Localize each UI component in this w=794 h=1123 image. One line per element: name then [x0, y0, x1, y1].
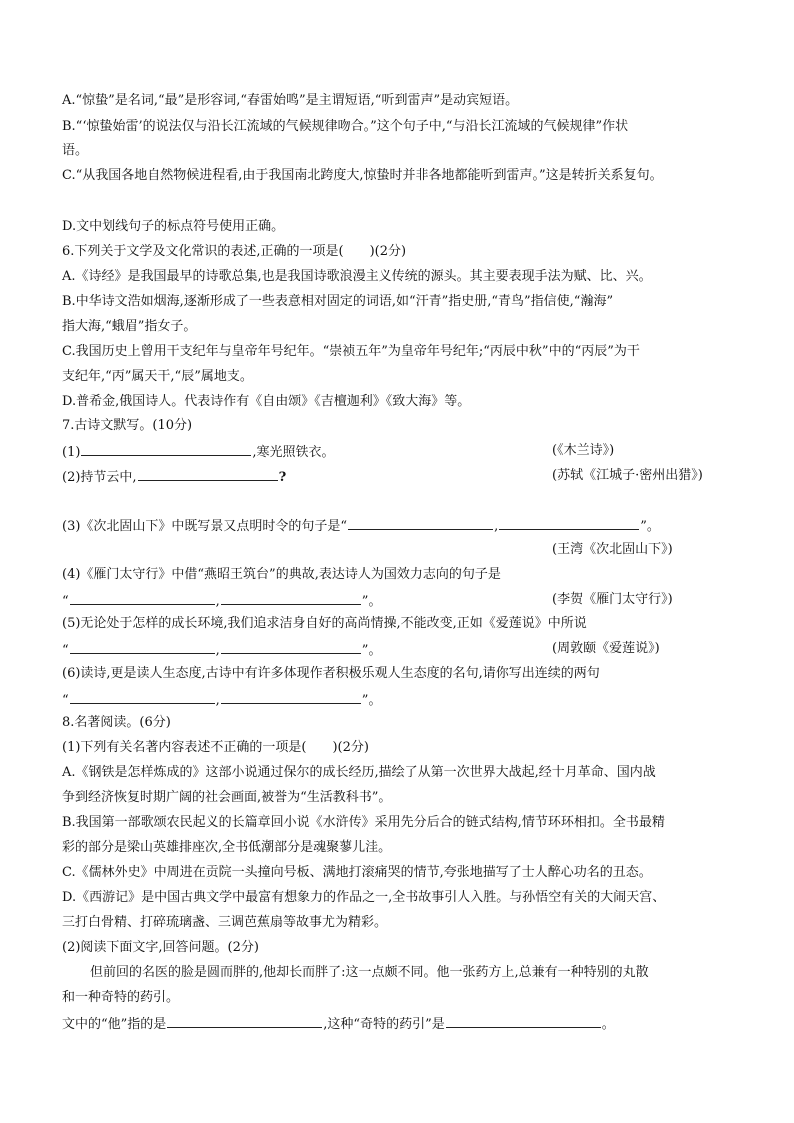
q7-2-line: (2)持节云中, ? [62, 467, 286, 487]
q6-option-a: A.《诗经》是我国最早的诗歌总集,也是我国诗歌浪漫主义传统的源头。其主要表现手法为赋、比、兴。 [62, 269, 652, 284]
q8-option-a-line2: 争到经济恢复时期广阔的社会画面,被誉为“生活教科书”。 [62, 790, 392, 805]
q6-option-c-line2: 支纪年,“丙”属天干,“辰”属地支。 [62, 369, 253, 384]
q7-6-text: (6)读诗,更是读人生态度,古诗中有许多体现作者积极乐观人生态度的名句,请你写出连续的两句 [62, 666, 600, 681]
q5-option-b-line2: 语。 [62, 143, 89, 158]
q8-option-a-line1: A.《钢铁是怎样炼成的》这部小说通过保尔的成长经历,描绘了从第一次世界大战起,经十月革命、国内战 [62, 765, 656, 780]
q6-option-b-line2: 指大海,“蛾眉”指女子。 [62, 319, 197, 334]
q7-2-source: (苏轼《江城子·密州出猎》) [552, 468, 703, 483]
q6-option-d: D.普希金,俄国诗人。代表诗作有《自由颂》《吉檀迦利》《致大海》等。 [62, 394, 471, 409]
q8-stem: 8.名著阅读。(6分) [62, 715, 171, 730]
q8-option-c: C.《儒林外史》中周进在贡院一头撞向号板、满地打滚痛哭的情节,夸张地描写了士人醉心功名的丑态。 [62, 865, 652, 880]
q7-4-text: (4)《雁门太守行》中借“燕昭王筑台”的典故,表达诗人为国效力志向的句子是 [62, 567, 501, 582]
q7-1-source: (《木兰诗》) [552, 443, 615, 458]
answer-blank[interactable] [138, 467, 278, 481]
q8-1-stem: (1)下列有关名著内容表述不正确的一项是( )(2分) [62, 740, 369, 755]
q5-option-a: A.“惊蛰”是名词,“最”是形容词,“春雷始鸣”是主谓短语,“听到雷声”是动宾短语。 [62, 93, 519, 108]
q7-3-line: (3)《次北固山下》中既写景又点明时令的句子是“ , ”。 [62, 516, 660, 536]
q7-3-source: (王湾《次北固山下》) [552, 542, 673, 557]
q5-option-c: C.“从我国各地自然物候进程看,由于我国南北跨度大,惊蛰时并非各地都能听到雷声。”这是转折关系复句。 [62, 168, 663, 183]
q5-option-b-line1: B.“‘惊蛰始雷’的说法仅与沿长江流域的气候规律吻合。”这个句子中,“与沿长江流域的气候规律”作状 [62, 119, 629, 134]
q6-stem: 6.下列关于文学及文化常识的表述,正确的一项是( )(2分) [62, 244, 407, 259]
q8-option-d-line1: D.《西游记》是中国古典文学中最富有想象力的作品之一,全书故事引人入胜。与孙悟空有关的大闹天宫、 [62, 890, 666, 905]
answer-blank[interactable] [70, 690, 215, 704]
answer-blank[interactable] [221, 640, 361, 654]
answer-blank[interactable] [221, 690, 361, 704]
answer-blank[interactable] [499, 516, 639, 530]
q7-5-text: (5)无论处于怎样的成长环境,我们追求洁身自好的高尚情操,不能改变,正如《爱莲说》中所说 [62, 616, 587, 631]
q6-option-b-line1: B.中华诗文浩如烟海,逐渐形成了一些表意相对固定的词语,如“汗青”指史册,“青鸟”指信使,“瀚海” [62, 294, 614, 309]
q8-option-d-line2: 三打白骨精、打碎琉璃盏、三调芭蕉扇等故事尤为精彩。 [62, 915, 388, 930]
answer-blank[interactable] [348, 516, 493, 530]
answer-blank[interactable] [81, 442, 251, 456]
answer-blank[interactable] [70, 640, 215, 654]
q8-2-question: 文中的“他”指的是 ,这种“奇特的药引”是 。 [62, 1014, 615, 1034]
q7-stem: 7.古诗文默写。(10分) [62, 418, 193, 433]
q8-2-passage-line1: 但前回的名医的脸是圆而胖的,他却长而胖了:这一点颇不同。他一张药方上,总兼有一种特别的丸散 [90, 965, 649, 980]
q8-2-stem: (2)阅读下面文字,回答问题。(2分) [62, 940, 259, 955]
q7-6-line: “ , ”。 [62, 690, 381, 710]
answer-blank[interactable] [221, 591, 361, 605]
q6-option-c-line1: C.我国历史上曾用干支纪年与皇帝年号纪年。“崇祯五年”为皇帝年号纪年;“丙辰中秋”中的“丙辰”为干 [62, 344, 640, 359]
q7-4-source: (李贺《雁门太守行》) [552, 592, 673, 607]
q7-1-line: (1) ,寒光照铁衣。 [62, 442, 335, 462]
q7-5-line: “ , ”。 [62, 640, 381, 660]
q5-option-d: D.文中划线句子的标点符号使用正确。 [62, 219, 285, 234]
answer-blank[interactable] [167, 1014, 322, 1028]
answer-blank[interactable] [446, 1014, 601, 1028]
q7-5-source: (周敦颐《爱莲说》) [552, 641, 660, 656]
q7-4-line: “ , ”。 [62, 591, 381, 611]
answer-blank[interactable] [70, 591, 215, 605]
q8-2-passage-line2: 和一种奇特的药引。 [62, 990, 180, 1005]
q8-option-b-line1: B.我国第一部歌颂农民起义的长篇章回小说《水浒传》采用先分后合的链式结构,情节环环相扣。全书最精 [62, 815, 665, 830]
q8-option-b-line2: 彩的部分是梁山英雄排座次,全书低潮部分是魂聚蓼儿洼。 [62, 840, 392, 855]
